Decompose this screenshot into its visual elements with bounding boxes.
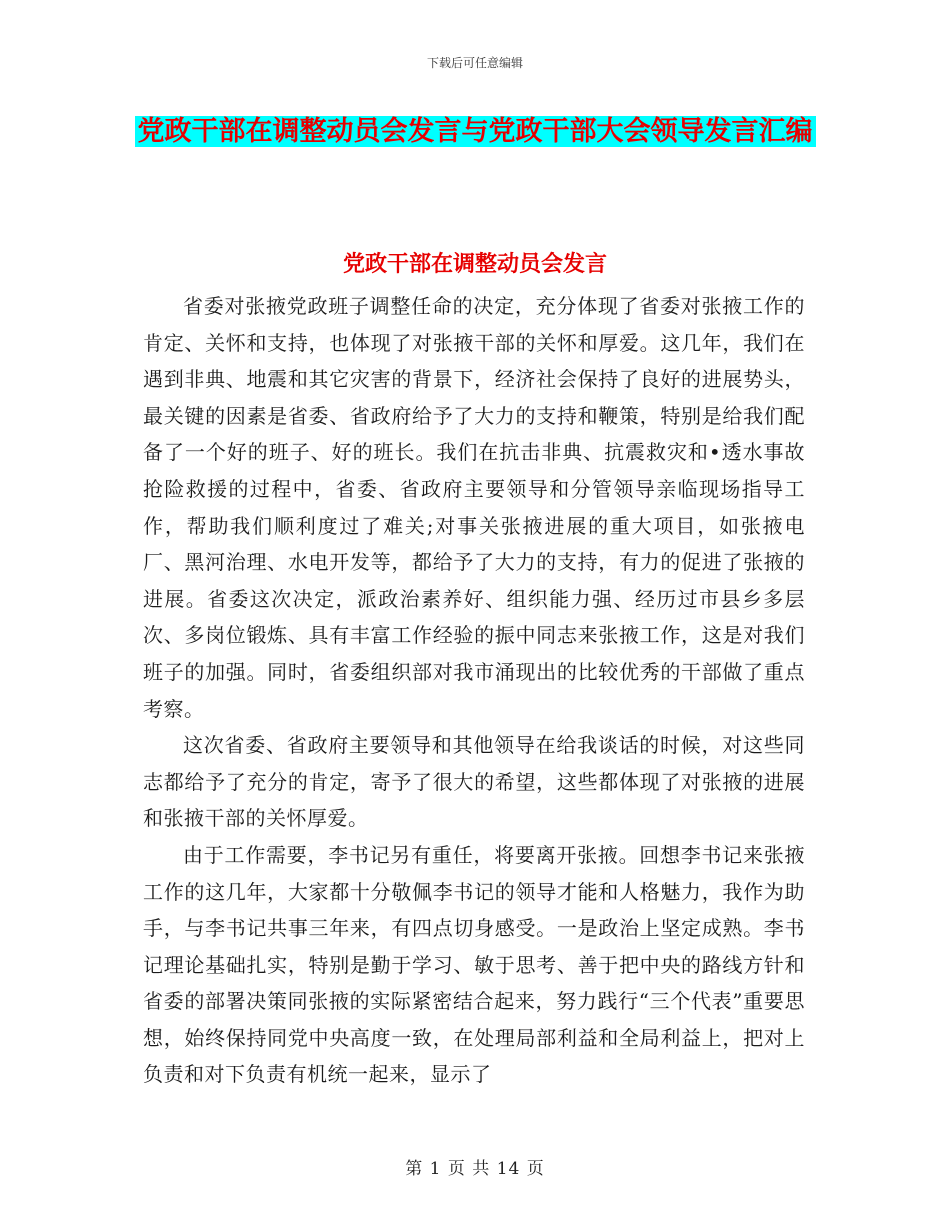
body-text <box>143 288 805 1093</box>
paragraph: 这次省委、省政府主要领导和其他领导在给我谈话的时候，对这些同志都给予了充分的肯定，寄予了很大的希望，这些都体现了对张掖的进展和张掖干部的关怀厚爱。 <box>143 733 805 831</box>
document-title <box>120 108 830 155</box>
paragraph: 由于工作需要，李书记另有重任，将要离开张掖。回想李书记来张掖工作的这几年，大家都十分敬佩李书记的领导才能和人格魅力，我作为助手，与李书记共事三年来，有四点切身感受。一是政治上坚定成熟。李书记理论基础扎实，特别是勤于学习、敏于思考、善于把中央的路线方针和省委的部署决策同张掖的实际紧密结合起来，努力践行“三个代表”重要思想，始终保持同党中央高度一致，在处理局部利益和全局利益上，把对上负责和对下负责有机统一起来，显示了 <box>143 842 805 1087</box>
page-header-note: 下载后可任意编辑 <box>426 56 523 70</box>
page-number: 第 1 页 共 14 页 <box>405 1159 545 1179</box>
document-title-text: 党政干部在调整动员会发言与党政干部大会领导发言汇编 <box>135 116 816 147</box>
paragraph: 省委对张掖党政班子调整任命的决定，充分体现了省委对张掖工作的肯定、关怀和支持，也体现了对张掖干部的关怀和厚爱。这几年，我们在遇到非典、地震和其它灾害的背景下，经济社会保持了良好的进展势头，最关键的因素是省委、省政府给予了大力的支持和鞭策，特别是给我们配备了一个好的班子、好的班长。我们在抗击非典、抗震救灾和•透水事故抢险救援的过程中，省委、省政府主要领导和分管领导亲临现场指导工作，帮助我们顺利度过了难关;对事关张掖进展的重大项目，如张掖电厂、黑河治理、水电开发等，都给予了大力的支持，有力的促进了张掖的进展。省委这次决定，派政治素养好、组织能力强、经历过市县乡多层次、多岗位锻炼、具有丰富工作经验的振中同志来张掖工作，这是对我们班子的加强。同时，省委组织部对我市涌现出的比较优秀的干部做了重点考察。 <box>143 294 805 721</box>
section-heading: 党政干部在调整动员会发言 <box>342 251 607 277</box>
